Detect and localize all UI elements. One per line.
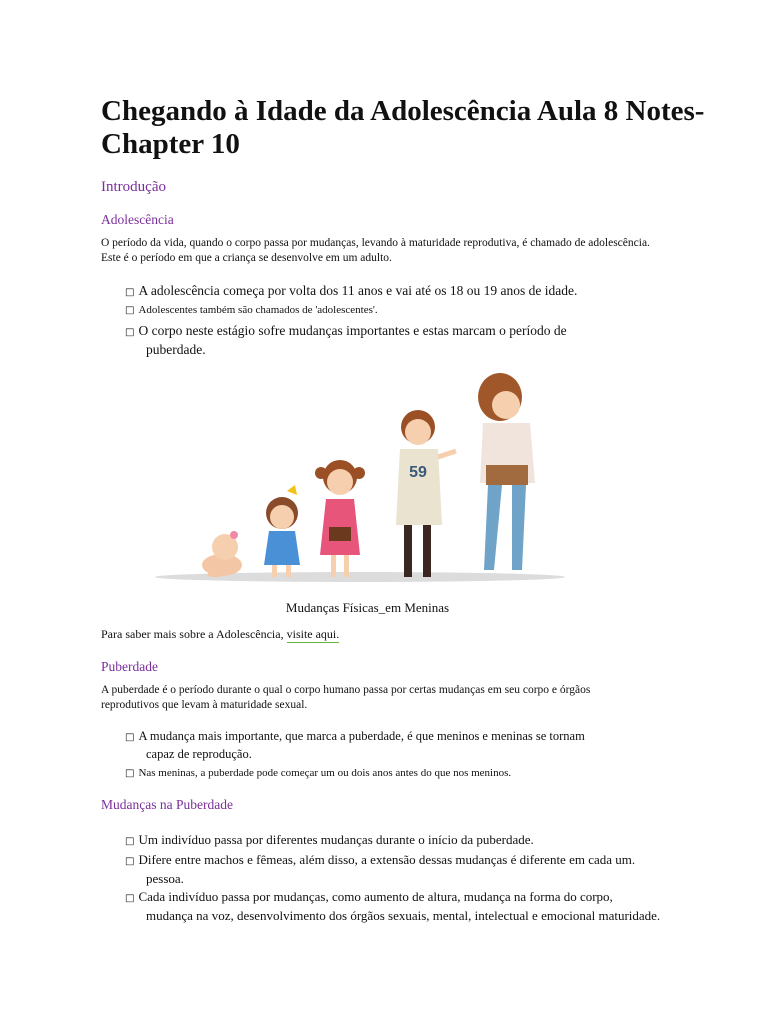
preteen-figure [396,410,456,577]
bullet-text: A adolescência começa por volta dos 11 anos e vai até os 18 ou 19 anos de idade. [138,283,578,298]
bullet-icon: □ [125,856,135,867]
bullet-continuation: pessoa. [146,871,184,886]
adolescence-paragraph: O período da vida, quando o corpo passa por mudanças, levando à maturidade reprodutiva, é chamado de adolescência. Este é o período em que a criança se desenvolve em um adulto. [101,237,650,264]
more-info-line [101,627,661,642]
bullet-text: Nas meninas, a puberdade pode começar um ou dois anos antes do que nos meninos. [138,767,512,779]
intro-heading: Introdução [101,179,166,195]
adolescence-heading: Adolescência [101,212,174,227]
bullet-text: A mudança mais importante, que marca a puberdade, é que meninos e meninas se tornam [138,729,585,743]
list-item [125,888,695,924]
bullet-text: Um indivíduo passa por diferentes mudanças durante o início da puberdade. [138,832,534,847]
shirt-number: 59 [409,464,427,481]
bullet-icon: □ [125,732,135,743]
bullet-icon: □ [125,768,135,779]
puberty-paragraph: A puberdade é o período durante o qual o corpo humano passa por certas mudanças em seu corpo e órgãos reprodutivos que levam à maturidade sexual. [101,684,591,711]
bullet-icon: □ [125,836,135,847]
bullet-icon: □ [125,327,135,338]
bullet-text: O corpo neste estágio sofre mudanças importantes e estas marcam o período de [138,323,567,338]
more-info-text: Para saber mais sobre a Adolescência, [101,627,287,641]
puberty-heading: Puberdade [101,659,158,674]
child-figure [315,460,365,577]
list-item [125,728,715,763]
baby-figure [202,531,242,577]
bullet-text: Cada indivíduo passa por mudanças, como aumento de altura, mudança na forma do corpo, [138,889,613,904]
visit-link[interactable]: visite aqui. [286,627,340,641]
toddler-figure [264,485,300,577]
list-item [125,282,715,301]
growth-stages-illustration [150,365,575,590]
list-item [125,302,715,319]
list-item [125,851,715,887]
changes-heading: Mudanças na Puberdade [101,797,233,812]
bullet-icon: □ [125,287,135,298]
teen-figure [478,373,535,570]
bullet-text: Difere entre machos e fêmeas, além disso, a extensão dessas mudanças é diferente em cada um. [138,852,636,867]
list-item [125,831,715,850]
bullet-continuation: capaz de reprodução. [146,747,252,761]
document-title: Chegando à Idade da Adolescência Aula 8 Notes- Chapter 10 [101,95,705,160]
bullet-icon: □ [125,893,135,904]
bullet-text: Adolescentes também são chamados de 'adolescentes'. [138,304,378,316]
image-caption: Mudanças Físicas_em Meninas [285,600,450,615]
bullet-continuation: mudança na voz, desenvolvimento dos órgãos sexuais, mental, intelectual e emocional maturidade. [146,908,661,923]
list-item [125,322,715,358]
bullet-continuation: puberdade. [146,342,206,357]
list-item [125,765,715,782]
bullet-icon: □ [125,305,135,316]
